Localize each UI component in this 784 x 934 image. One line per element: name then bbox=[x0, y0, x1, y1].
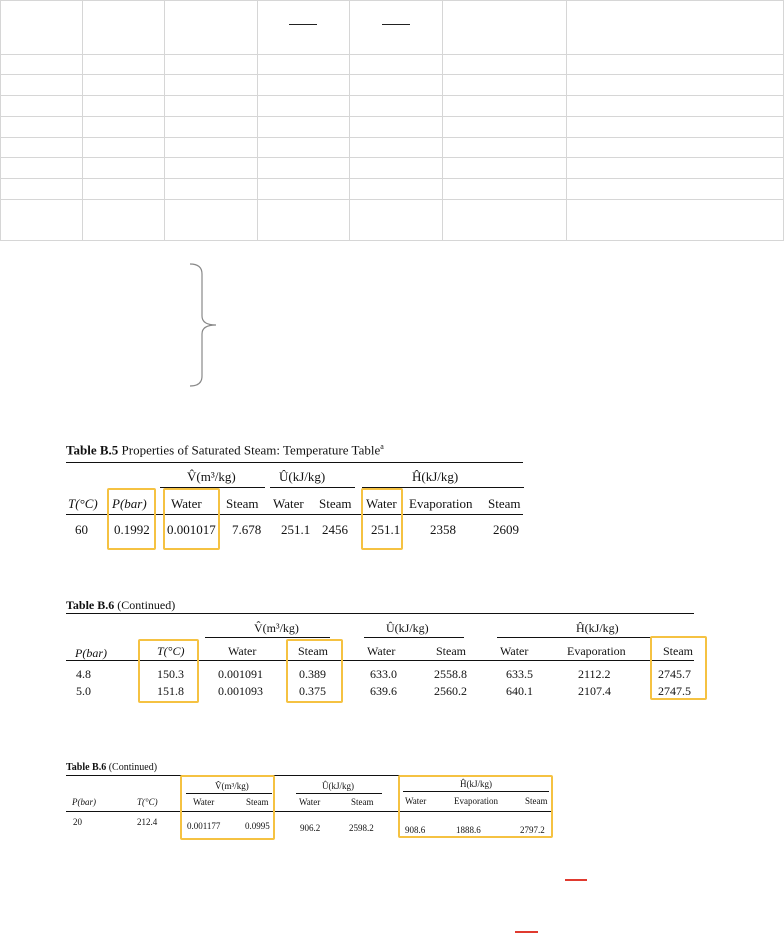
table-cell: 633.0 bbox=[370, 667, 397, 681]
column-header: Steam bbox=[525, 796, 548, 806]
table-cell: 60 bbox=[75, 522, 88, 537]
column-header: Steam bbox=[298, 644, 328, 658]
table-cell: 633.5 bbox=[506, 667, 533, 681]
group-header-energy: Û(kJ/kg) bbox=[322, 781, 354, 791]
table-cell: 251.1 bbox=[281, 522, 311, 537]
table-cell: 640.1 bbox=[506, 684, 533, 698]
column-header: Water bbox=[273, 496, 304, 511]
table-cell: 2747.5 bbox=[658, 684, 691, 698]
column-header: Water bbox=[366, 496, 397, 511]
table-b6-caption: Table B.6 (Continued) bbox=[66, 598, 176, 612]
table-cell: 4.8 bbox=[76, 667, 91, 681]
table-cell: 2112.2 bbox=[578, 667, 611, 681]
group-header-volume: V̂(m³/kg) bbox=[215, 781, 249, 791]
group-header-enthalpy: Ĥ(kJ/kg) bbox=[460, 779, 492, 789]
column-header: Water bbox=[405, 796, 427, 806]
column-header: P(bar) bbox=[75, 646, 107, 660]
table-cell: 906.2 bbox=[300, 823, 321, 833]
table-cell: 2107.4 bbox=[578, 684, 611, 698]
table-cell: 2456 bbox=[322, 522, 348, 537]
fraction-bar bbox=[289, 24, 317, 25]
table-cell: 2745.7 bbox=[658, 667, 691, 681]
group-header-volume: V̂(m³/kg) bbox=[254, 621, 299, 635]
highlight-box bbox=[650, 636, 707, 700]
column-header: Steam bbox=[663, 644, 693, 658]
right-brace-icon bbox=[188, 262, 218, 388]
table-cell: 212.4 bbox=[137, 817, 158, 827]
column-header: Steam bbox=[246, 797, 269, 807]
highlight-box bbox=[138, 639, 199, 703]
column-header: T(°C) bbox=[137, 797, 158, 807]
table-cell: 2358 bbox=[430, 522, 456, 537]
column-header: Water bbox=[193, 797, 215, 807]
table-cell: 150.3 bbox=[157, 667, 184, 681]
table-cell: 0.001091 bbox=[218, 667, 263, 681]
column-header: T(°C) bbox=[157, 644, 185, 658]
fraction-bar bbox=[382, 24, 410, 25]
column-header: Water bbox=[299, 797, 321, 807]
empty-table-grid bbox=[0, 0, 784, 241]
table-cell: 0.1992 bbox=[114, 522, 150, 537]
table-cell: 20 bbox=[73, 817, 82, 827]
highlight-box bbox=[180, 775, 275, 840]
group-header-energy: Û(kJ/kg) bbox=[386, 621, 429, 635]
table-cell: 7.678 bbox=[232, 522, 262, 537]
table-cell: 5.0 bbox=[76, 684, 91, 698]
highlight-box bbox=[361, 488, 403, 550]
table-cell: 2560.2 bbox=[434, 684, 467, 698]
column-header: Water bbox=[171, 496, 202, 511]
table-cell: 2598.2 bbox=[349, 823, 374, 833]
red-underline-mark bbox=[515, 931, 538, 933]
group-header-energy: Û(kJ/kg) bbox=[279, 469, 326, 484]
column-header: Water bbox=[228, 644, 257, 658]
highlight-box bbox=[286, 639, 343, 703]
column-header: Evaporation bbox=[567, 644, 626, 658]
table-cell: 251.1 bbox=[371, 522, 401, 537]
column-header: P(bar) bbox=[72, 797, 96, 807]
table-cell: 0.375 bbox=[299, 684, 326, 698]
table-cell: 0.001177 bbox=[187, 821, 221, 831]
highlight-box bbox=[163, 488, 220, 550]
column-header: Water bbox=[500, 644, 529, 658]
column-header: T(°C) bbox=[68, 496, 98, 511]
highlight-box bbox=[107, 488, 156, 550]
group-header-enthalpy: Ĥ(kJ/kg) bbox=[576, 621, 619, 635]
table-cell: 151.8 bbox=[157, 684, 184, 698]
column-header: Evaporation bbox=[409, 496, 473, 511]
column-header: Water bbox=[367, 644, 396, 658]
column-header: Steam bbox=[436, 644, 466, 658]
table-cell: 2558.8 bbox=[434, 667, 467, 681]
table-b6-caption: Table B.6 (Continued) bbox=[66, 762, 158, 773]
column-header: Evaporation bbox=[454, 796, 498, 806]
table-cell: 639.6 bbox=[370, 684, 397, 698]
group-header-enthalpy: Ĥ(kJ/kg) bbox=[412, 469, 459, 484]
highlight-box bbox=[398, 775, 553, 838]
column-header: Steam bbox=[319, 496, 352, 511]
column-header: Steam bbox=[351, 797, 374, 807]
table-cell: 0.001093 bbox=[218, 684, 263, 698]
table-cell: 1888.6 bbox=[456, 825, 481, 835]
table-cell: 2797.2 bbox=[520, 825, 545, 835]
table-b5-caption: Table B.5 Properties of Saturated Steam: Temperature Table$^a$ bbox=[66, 442, 384, 458]
table-cell: 0.001017 bbox=[167, 522, 216, 537]
column-header: P(bar) bbox=[112, 496, 147, 511]
table-cell: 0.0995 bbox=[245, 821, 270, 831]
column-header: Steam bbox=[488, 496, 521, 511]
table-cell: 0.389 bbox=[299, 667, 326, 681]
table-cell: 2609 bbox=[493, 522, 519, 537]
column-header: Steam bbox=[226, 496, 259, 511]
table-cell: 908.6 bbox=[405, 825, 426, 835]
group-header-volume: V̂(m³/kg) bbox=[187, 469, 236, 484]
red-underline-mark bbox=[565, 879, 587, 881]
